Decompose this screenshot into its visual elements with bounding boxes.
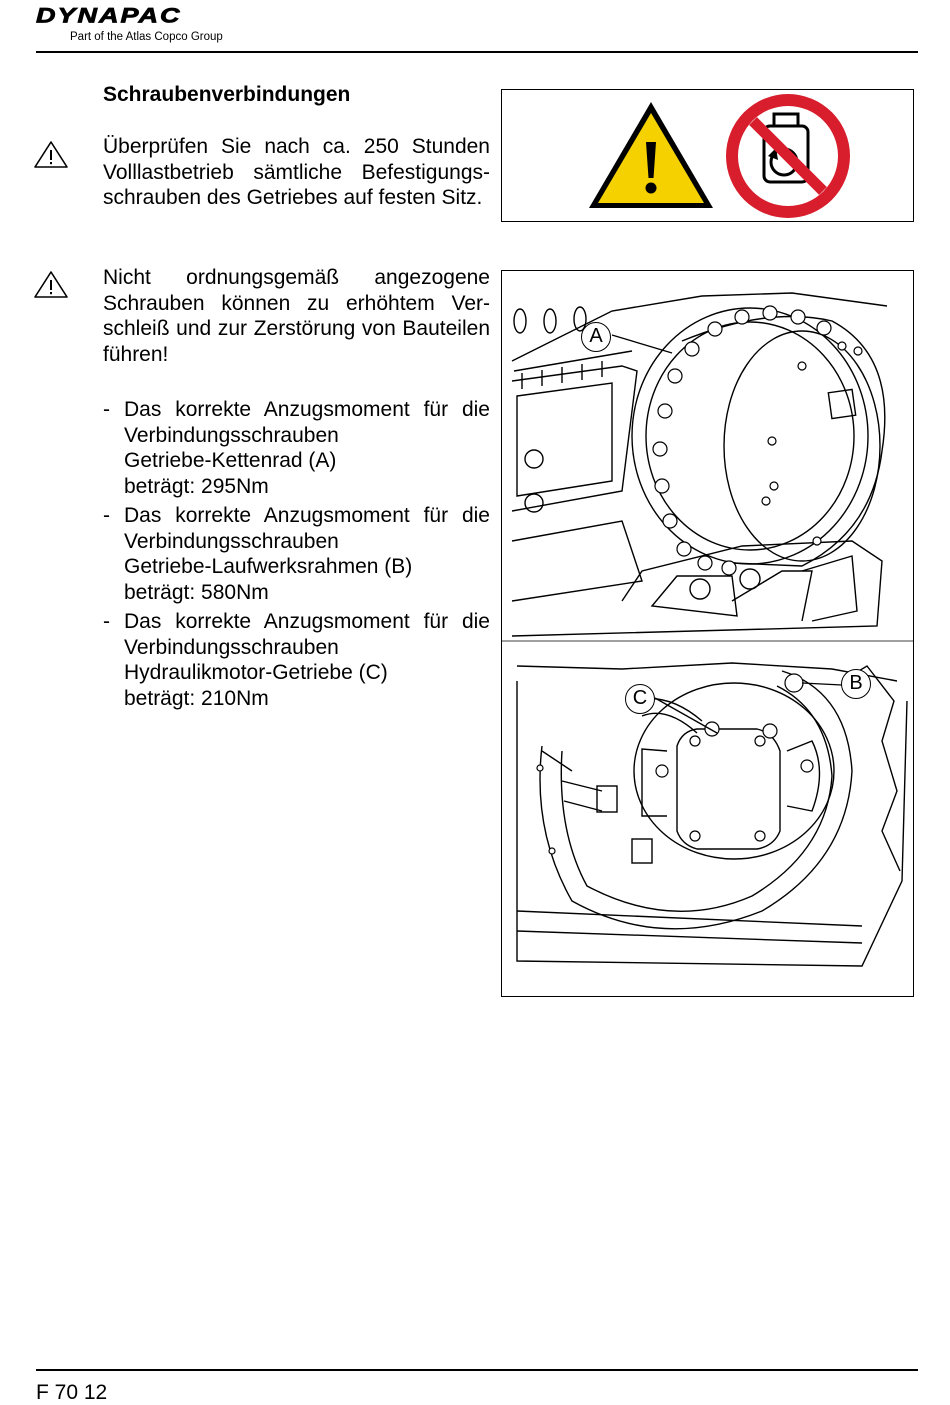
warning-text-1: Überprüfen Sie nach ca. 250 Stunden Volllastbetrieb sämtliche Befestigungsschrauben des Getriebes auf festen Sitz.	[103, 135, 490, 209]
safety-signs	[502, 90, 913, 221]
header-rule	[36, 51, 918, 53]
section-title: Schraubenverbindungen	[103, 83, 351, 106]
brand-tagline: Part of the Atlas Copco Group	[70, 31, 223, 43]
torque-value: beträgt: 210Nm	[124, 686, 269, 710]
page-code: F 70 12	[36, 1381, 108, 1404]
torque-value: beträgt: 295Nm	[124, 474, 269, 498]
drive-assembly-drawing	[502, 271, 913, 996]
list-item: - Das korrekte Anzugsmoment für die Verbindungsschrauben Getriebe-Laufwerksrahmen (B) beträgt: 580Nm	[103, 504, 490, 604]
footer-rule	[36, 1369, 918, 1371]
warning-triangle-icon	[33, 140, 69, 170]
warning-text-2: Nicht ordnungsgemäß angezogene Schrauben können zu erhöhtem Verschleiß und zur Zerstörung von Bauteilen führen!	[103, 266, 490, 366]
prohibition-sign-icon	[726, 94, 850, 218]
list-item: - Das korrekte Anzugsmoment für die Verbindungsschrauben Getriebe-Kettenrad (A) beträgt: 295Nm	[103, 398, 490, 498]
torque-list	[103, 397, 490, 715]
callout-c: C	[625, 684, 655, 714]
brand-name: DYNAPAC	[36, 4, 182, 28]
safety-signs-panel	[501, 89, 914, 222]
brand-logo	[36, 6, 266, 46]
callout-a: A	[581, 322, 611, 352]
technical-drawing-panel	[501, 270, 914, 997]
list-item: - Das korrekte Anzugsmoment für die Verbindungsschrauben Hydraulikmotor-Getriebe (C) beträgt: 210Nm	[103, 610, 490, 710]
callout-b: B	[841, 669, 871, 699]
torque-value: beträgt: 580Nm	[124, 580, 269, 604]
warning-sign-icon	[589, 102, 713, 208]
warning-triangle-icon	[33, 270, 69, 300]
